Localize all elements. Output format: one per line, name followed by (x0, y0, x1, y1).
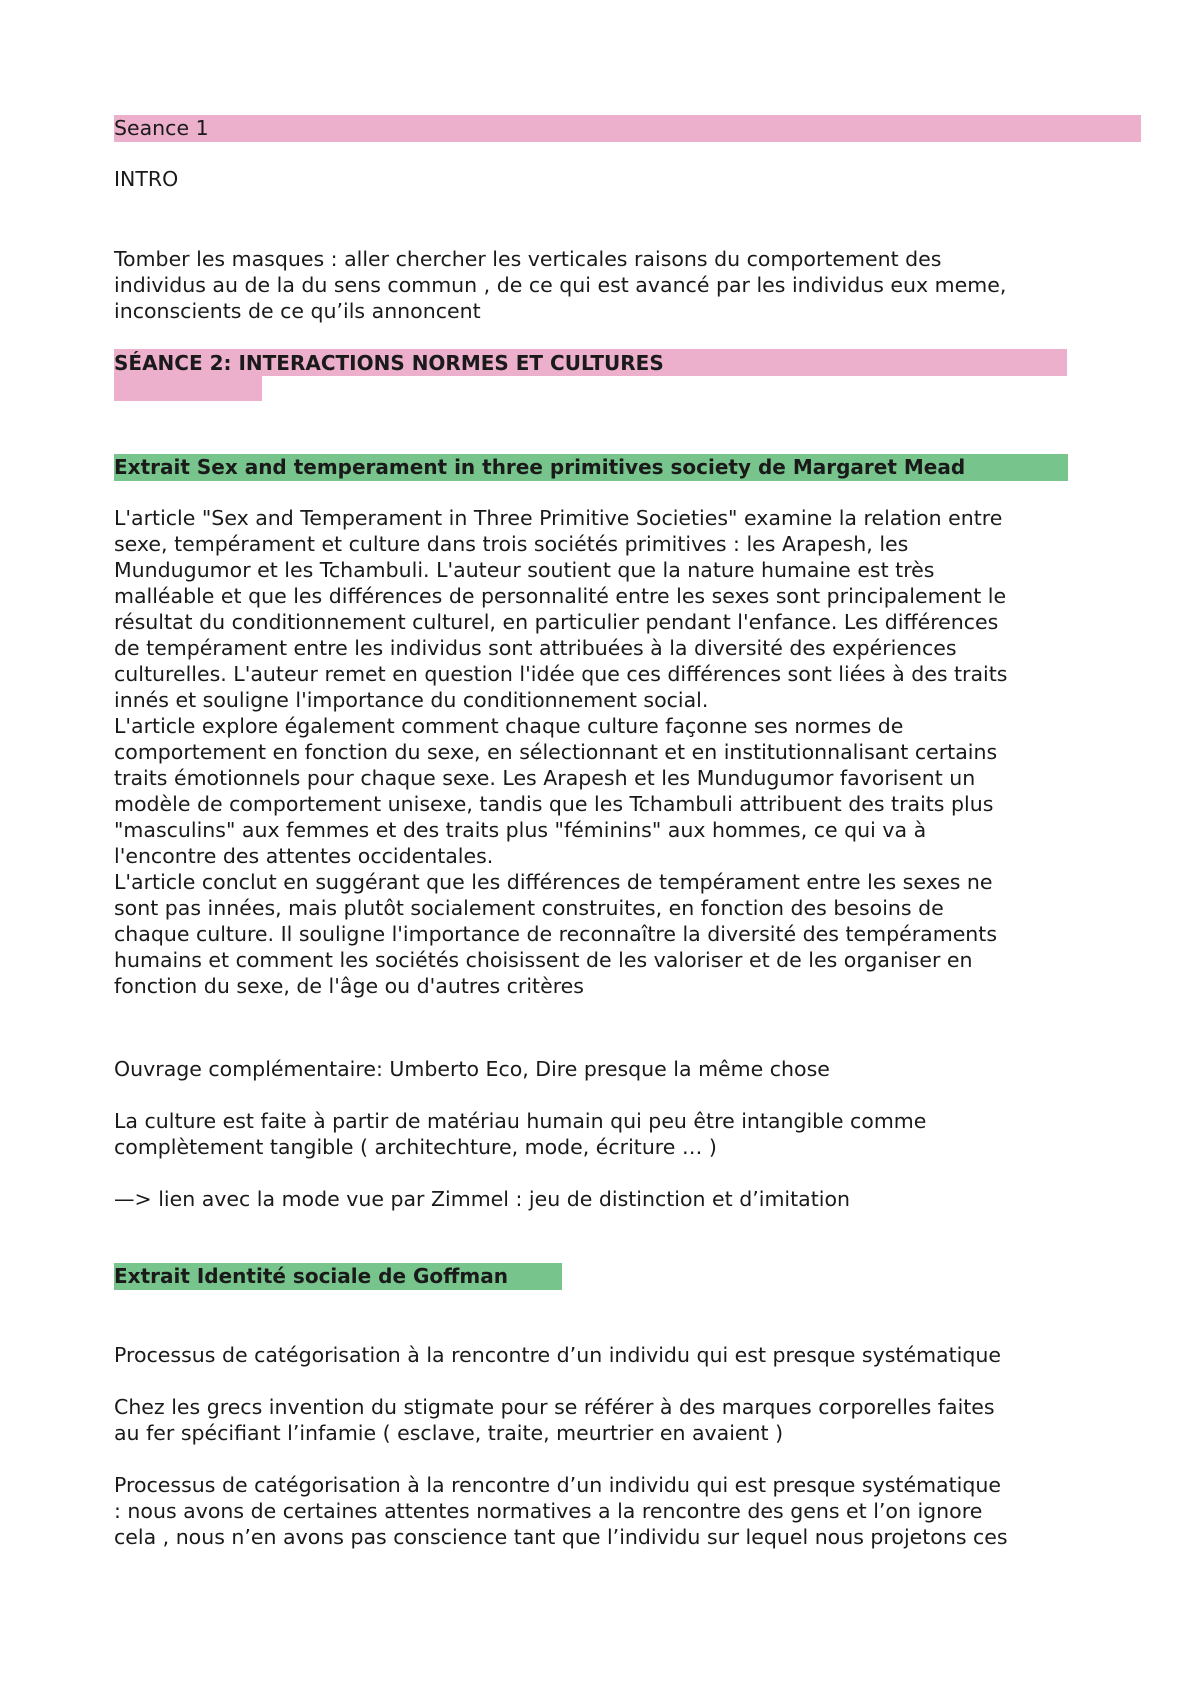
goffman-paragraph-2 (114, 1394, 995, 1446)
text-line: inconscients de ce qu’ils annoncent (114, 299, 481, 323)
text-line: traits émotionnels pour chaque sexe. Les Arapesh et les Mundugumor favorisent un (114, 766, 976, 790)
goffman-paragraph-1: Processus de catégorisation à la rencontre d’un individu qui est presque systématique (114, 1343, 1001, 1367)
text-line: cela , nous n’en avons pas conscience tant que l’individu sur lequel nous projetons ces (114, 1525, 1008, 1549)
text-line: culturelles. L'auteur remet en question l'idée que ces différences sont liées à des traits (114, 662, 1008, 686)
text-line: Processus de catégorisation à la rencontre d’un individu qui est presque systématique (114, 1473, 1001, 1497)
text-line: L'article "Sex and Temperament in Three Primitive Societies" examine la relation entre (114, 506, 1003, 530)
text-line: fonction du sexe, de l'âge ou d'autres critères (114, 974, 584, 998)
text-line: sont pas innées, mais plutôt socialement construites, en fonction des besoins de (114, 896, 944, 920)
text-line: innés et souligne l'importance du conditionnement social. (114, 688, 709, 712)
text-line: Tomber les masques : aller chercher les verticales raisons du comportement des (114, 247, 942, 271)
text-line: : nous avons de certaines attentes normatives a la rencontre des gens et l’on ignore (114, 1499, 983, 1523)
text-line: l'encontre des attentes occidentales. (114, 844, 494, 868)
seance1-paragraph (114, 246, 1006, 324)
seance2-highlight-tail (114, 376, 262, 401)
text-line: "masculins" aux femmes et des traits plus "féminins" aux hommes, ce qui va à (114, 818, 927, 842)
mead-paragraph (114, 505, 1007, 999)
zimmel-link: —> lien avec la mode vue par Zimmel : jeu de distinction et d’imitation (114, 1187, 850, 1211)
text-line: complètement tangible ( architechture, mode, écriture … ) (114, 1135, 717, 1159)
text-line: malléable et que les différences de personnalité entre les sexes sont principalement le (114, 584, 1007, 608)
goffman-paragraph-3 (114, 1472, 1008, 1550)
text-line: Mundugumor et les Tchambuli. L'auteur soutient que la nature humaine est très (114, 558, 935, 582)
text-line: humains et comment les sociétés choisissent de les valoriser et de les organiser en (114, 948, 973, 972)
culture-paragraph (114, 1108, 926, 1160)
seance2-heading: SÉANCE 2: INTERACTIONS NORMES ET CULTURES (114, 351, 664, 375)
mead-heading: Extrait Sex and temperament in three primitives society de Margaret Mead (114, 455, 966, 479)
text-line: Chez les grecs invention du stigmate pour se référer à des marques corporelles faites (114, 1395, 995, 1419)
text-line: individus au de la du sens commun , de ce qui est avancé par les individus eux meme, (114, 273, 1007, 297)
text-line: La culture est faite à partir de matériau humain qui peu être intangible comme (114, 1109, 927, 1133)
intro-label: INTRO (114, 167, 179, 191)
complementary-reading: Ouvrage complémentaire: Umberto Eco, Dire presque la même chose (114, 1057, 830, 1081)
text-line: au fer spécifiant l’infamie ( esclave, traite, meurtrier en avaient ) (114, 1421, 784, 1445)
text-line: résultat du conditionnement culturel, en particulier pendant l'enfance. Les différences (114, 610, 999, 634)
text-line: L'article explore également comment chaque culture façonne ses normes de (114, 714, 904, 738)
seance1-heading: Seance 1 (114, 116, 209, 140)
seance1-highlight (114, 115, 1141, 142)
text-line: chaque culture. Il souligne l'importance de reconnaître la diversité des tempéraments (114, 922, 998, 946)
goffman-heading: Extrait Identité sociale de Goffman (114, 1264, 508, 1288)
text-line: modèle de comportement unisexe, tandis que les Tchambuli attribuent des traits plus (114, 792, 994, 816)
text-line: L'article conclut en suggérant que les différences de tempérament entre les sexes ne (114, 870, 993, 894)
text-line: comportement en fonction du sexe, en sélectionnant et en institutionnalisant certains (114, 740, 998, 764)
text-line: de tempérament entre les individus sont attribuées à la diversité des expériences (114, 636, 957, 660)
text-line: sexe, tempérament et culture dans trois sociétés primitives : les Arapesh, les (114, 532, 909, 556)
